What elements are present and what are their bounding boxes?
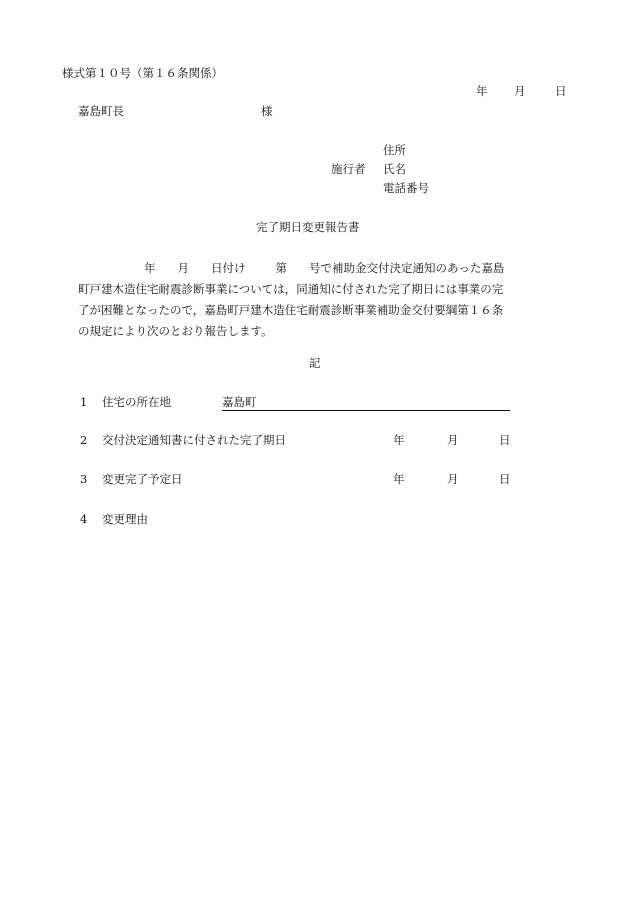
date-month-label: 月 xyxy=(514,84,526,98)
item-2 xyxy=(80,435,286,447)
item-2-number: 2 xyxy=(80,433,88,447)
body-line-2: 町戸建木造住宅耐震診断事業については，同通知に付された完了期日には事業の完 xyxy=(78,282,504,296)
item-4-number: 4 xyxy=(80,512,88,526)
item-2-day: 日 xyxy=(499,433,511,447)
item-2-month: 月 xyxy=(447,433,459,447)
item-3-label: 変更完了予定日 xyxy=(102,472,183,486)
address-label: 住所 xyxy=(383,143,406,157)
body-dai: 第 xyxy=(275,261,287,275)
ki-label: 記 xyxy=(309,356,321,370)
name-label: 氏名 xyxy=(383,162,406,176)
body-paragraph xyxy=(78,258,568,342)
body-month: 月 xyxy=(177,261,189,275)
item-3-number: 3 xyxy=(80,472,88,486)
body-year: 年 xyxy=(144,261,156,275)
item-1-label: 住宅の所在地 xyxy=(102,395,171,409)
location-value: 嘉島町 xyxy=(222,395,257,409)
document-title: 完了期日変更報告書 xyxy=(256,220,360,234)
location-field[interactable] xyxy=(222,396,510,411)
item-3-year: 年 xyxy=(393,472,405,486)
date-day-label: 日 xyxy=(555,84,567,98)
item-4 xyxy=(80,514,148,526)
item-4-label: 変更理由 xyxy=(102,512,148,526)
body-line-4: の規定により次のとおり報告します。 xyxy=(78,324,273,338)
item-3 xyxy=(80,474,183,486)
item-3-day: 日 xyxy=(499,472,511,486)
item-1-number: 1 xyxy=(80,395,88,409)
form-number: 様式第１０号（第１６条関係） xyxy=(62,66,223,80)
body-day-attached: 日付け xyxy=(211,261,246,275)
body-line-3: 了が困難となったので，嘉島町戸建木造住宅耐震診断事業補助金交付要綱第１６条 xyxy=(78,303,504,317)
item-1 xyxy=(80,397,171,409)
date-year-label: 年 xyxy=(476,84,488,98)
item-2-year: 年 xyxy=(393,433,405,447)
item-3-month: 月 xyxy=(447,472,459,486)
addressee: 嘉島町長 xyxy=(78,104,124,118)
phone-label: 電話番号 xyxy=(383,181,429,195)
body-line1-rest: 号で補助金交付決定通知のあった嘉島 xyxy=(309,261,505,275)
honorific: 様 xyxy=(261,104,273,118)
applicant-role-label: 施行者 xyxy=(331,162,366,176)
item-2-label: 交付決定通知書に付された完了期日 xyxy=(102,433,286,447)
body-line-1 xyxy=(78,258,568,279)
